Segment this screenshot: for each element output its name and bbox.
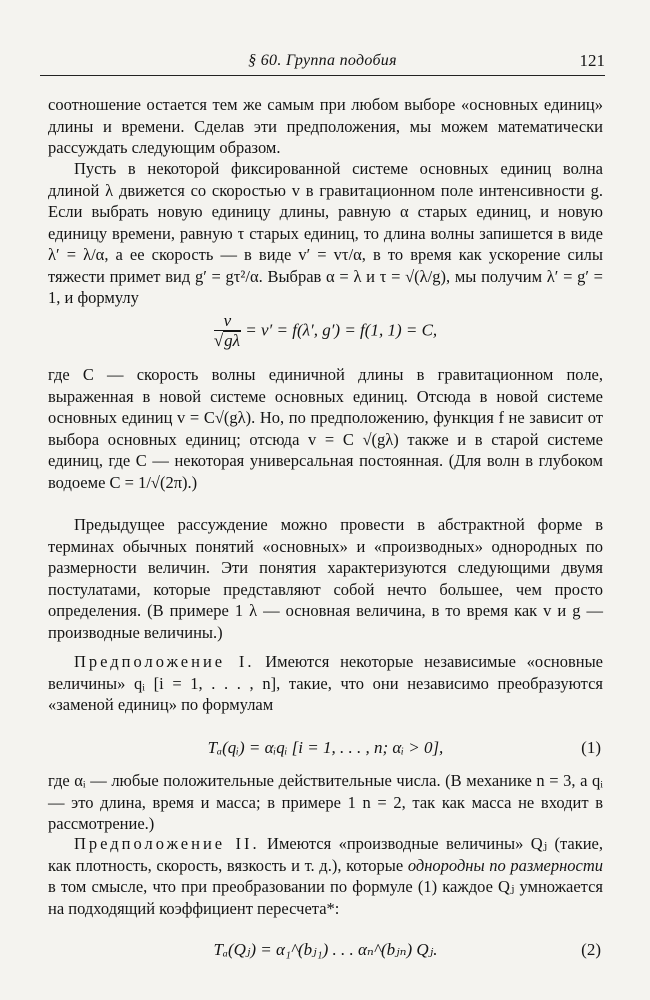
section-title: § 60. Группа подобия — [248, 52, 397, 69]
formula-1-number: (1) — [581, 738, 601, 757]
assumption-1-text: Имеются некоторые независимые «основные величины» qᵢ [i = 1, . . . , n], такие, что они независимо преобразуются «заменой единиц» по формулам — [48, 652, 603, 714]
formula-2 — [48, 940, 603, 966]
assumption-2-text-2: в том смысле, что при преобразовании по формуле (1) каждое Qⱼ умножается на подходящий коэффициент пересчета*: — [48, 877, 603, 918]
assumption-1-label: Предположение I. — [74, 652, 255, 671]
assumption-2 — [48, 833, 603, 919]
assumption-2-text-1: Имеются «производные величины» Qⱼ (такие, как плотность, скорость, вязкость и т. д.), которые — [48, 834, 603, 875]
paragraph-2: Пусть в некоторой фиксированной системе основных единиц волна длиной λ движется со скоростью v в гравитационном поле интенсивности g. Если выбрать новую единицу длины, равную α старых единиц, и новую единицу времени, равную τ старых единиц, то длина волны запишется в виде λ′ = λ/α, а ее скорость — в виде v′ = vτ/α, в то время как ускорение силы тяжести примет вид g′ = gτ²/α. Выбрав α = λ и τ = √(λ/g), мы получим λ′ = g′ = 1, и формулу — [48, 159, 603, 307]
formula-wave-speed — [48, 312, 603, 356]
page-number: 121 — [579, 51, 605, 70]
formula-fraction: $\frac{v}{√g\lambda}$ — [213, 311, 241, 350]
paragraph-5: где αᵢ — любые положительные действительные числа. (В механике n = 3, а qᵢ — это длина, время и масса; в примере 1 n = 2, так как масса не входит в рассмотрение.) — [48, 771, 603, 833]
assumption-1 — [48, 651, 603, 716]
assumption-2-italic: однородны по размерности — [407, 855, 603, 875]
formula-1 — [48, 738, 603, 762]
assumption-2-label: Предположение II. — [74, 834, 260, 853]
paragraph-3: где C — скорость волны единичной длины в гравитационном поле, выраженная в новой системе основных единиц. Отсюда в новой системе основных единиц v = C√(gλ). Но, по предположению, функция f не зависит от выбора основных единиц; отсюда v = C √(gλ) также и в старой системе единиц, где C — некоторая универсальная постоянная. (Для волн в глубоком водоеме C = 1/√(2π).) — [48, 365, 603, 492]
formula-1-body: Tₐ(qᵢ) = αᵢqᵢ [i = 1, . . . , n; αᵢ > 0], — [207, 738, 444, 757]
paragraph-1: соотношение остается тем же самым при любом выборе «основных единиц» длины и времени. Сделав эти предположения, мы можем математически рассуждать следующим образом. — [48, 95, 603, 157]
formula-2-body: Tₐ(Qⱼ) = α₁^(bⱼ₁) . . . αₙ^(bⱼₙ) Qⱼ. — [213, 940, 438, 959]
formula-rhs: = v′ = f(λ′, g′) = f(1, 1) = C, — [245, 320, 438, 340]
page-header — [40, 48, 605, 78]
formula-2-number: (2) — [581, 940, 601, 959]
paragraph-4: Предыдущее рассуждение можно провести в абстрактной форме в терминах обычных понятий «основных» и «производных» однородных по размерности величин. Эти понятия характеризуются следующими двумя постулатами, которые представляют собой нечто большее, чем просто определения. (В примере 1 λ — основная величина, в то время как v и g — производные величины.) — [48, 515, 603, 642]
header-rule — [40, 75, 605, 76]
